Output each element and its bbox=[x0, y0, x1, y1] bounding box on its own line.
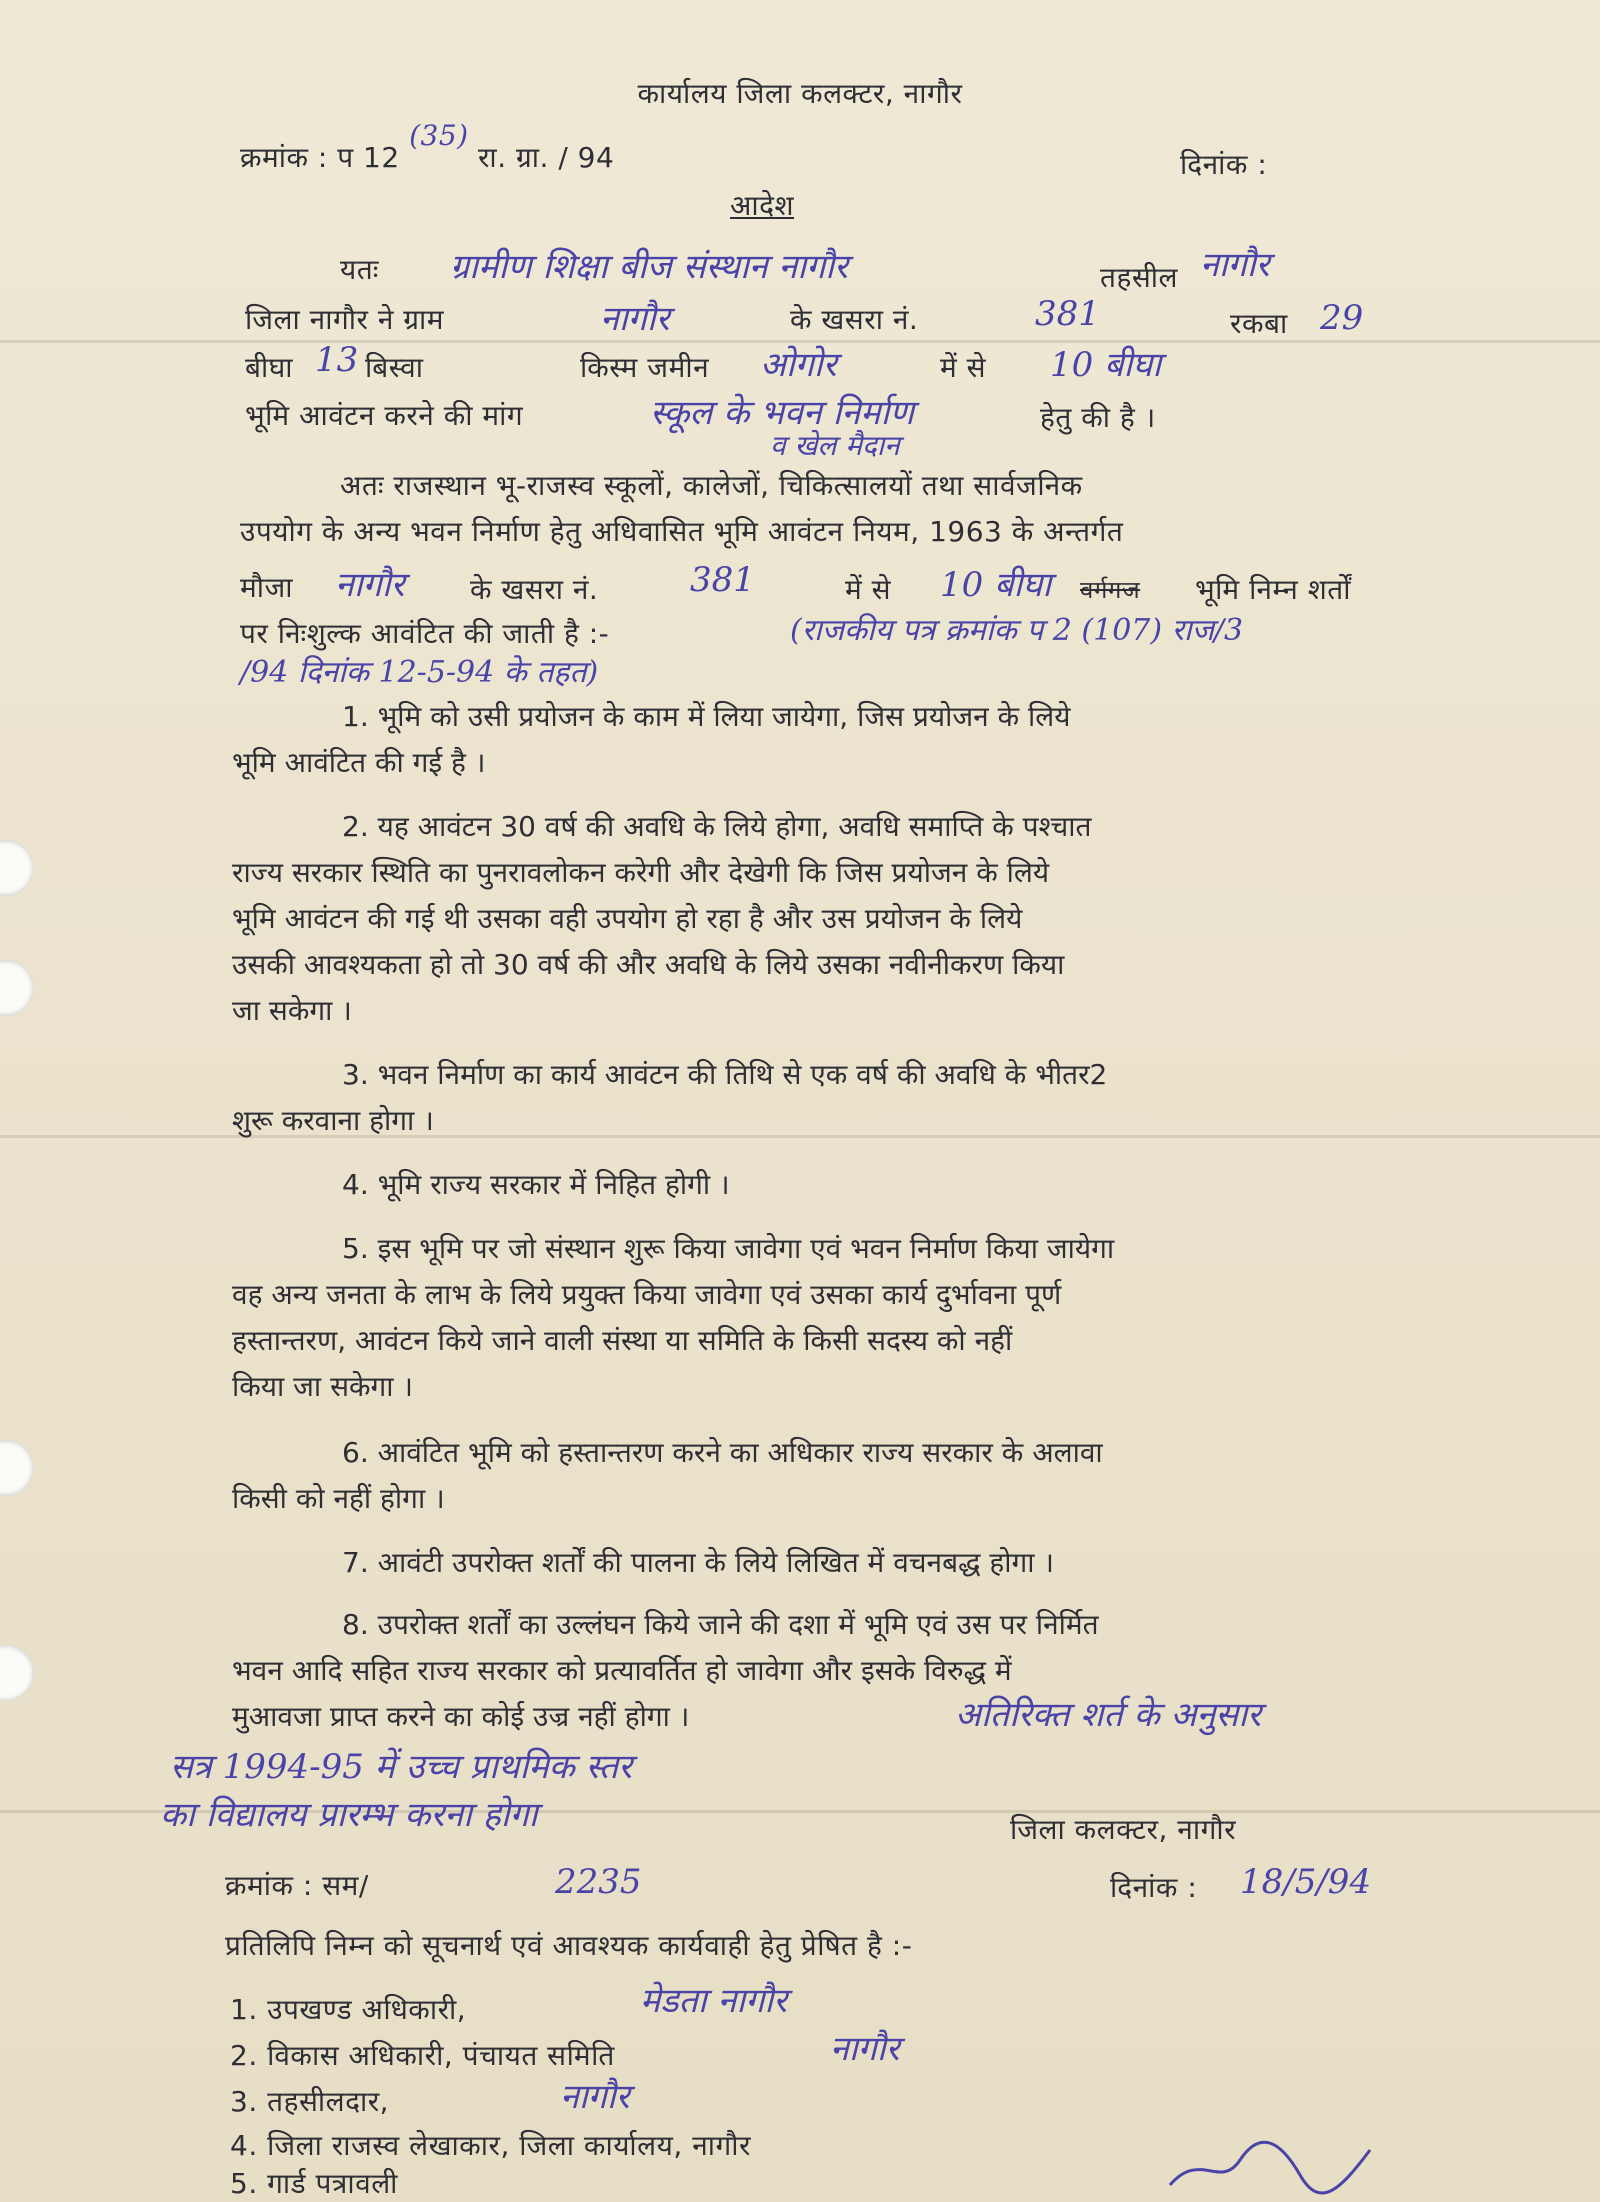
copy-date-handwritten: 18/5/94 bbox=[1240, 1862, 1372, 1902]
land-kind-handwritten: ओगोर bbox=[760, 345, 837, 385]
extra-condition-handwritten-3: का विद्यालय प्रारम्भ करना होगा bbox=[160, 1795, 538, 1835]
copy-item-4: 4. जिला राजस्व लेखाकार, जिला कार्यालय, नागौर bbox=[230, 2129, 751, 2162]
ref-handwritten: (35) bbox=[409, 119, 469, 152]
portion-handwritten: 10 बीघा bbox=[1050, 345, 1162, 385]
condition-3: 3. भवन निर्माण का कार्य आवंटन की तिथि से एक वर्ष की अवधि के भीतर2 शुरू करवाना होगा । bbox=[232, 1058, 1108, 1137]
reference-number bbox=[240, 119, 615, 178]
govt-letter-handwritten-2: /94 दिनांक 12-5-94 के तहत) bbox=[240, 655, 599, 690]
punch-hole bbox=[0, 840, 34, 896]
copy-ref-handwritten: 2235 bbox=[555, 1862, 642, 1902]
portion2-label: में से bbox=[845, 573, 892, 606]
copy-item-1: 1. उपखण्ड अधिकारी, bbox=[230, 1993, 467, 2026]
copy-ref-label: क्रमांक : सम/ bbox=[225, 1869, 369, 1902]
ref-tail: रा. ग्रा. / 94 bbox=[477, 141, 615, 174]
tehsil-handwritten: नागौर bbox=[1200, 245, 1270, 285]
punch-hole bbox=[0, 1645, 34, 1701]
order-title: आदेश bbox=[730, 189, 795, 222]
portion-label: में से bbox=[940, 351, 987, 384]
govt-letter-handwritten: (राजकीय पत्र क्रमांक प 2 (107) राज/3 bbox=[790, 613, 1244, 648]
condition-8: 8. उपरोक्त शर्तों का उल्लंघन किये जाने की दशा में भूमि एवं उस पर निर्मित भवन आदि सहित राज्य सरकार को प्रत्यावर्तित हो जावेगा और इसके विरुद्ध में मुआवजा प्राप्त करने का कोई उज्र नहीं होगा । bbox=[232, 1608, 1099, 1733]
khasra2-handwritten: 381 bbox=[690, 560, 755, 600]
copy-item-2-handwritten: नागौर bbox=[830, 2029, 900, 2069]
purpose-handwritten-2: व खेल मैदान bbox=[770, 429, 900, 462]
punch-hole bbox=[0, 1440, 34, 1496]
area-handwritten: 29 bbox=[1320, 298, 1364, 338]
extra-condition-handwritten-1: अतिरिक्त शर्त के अनुसार bbox=[955, 1695, 1262, 1735]
date-label: दिनांक : bbox=[1180, 148, 1268, 181]
signature-title: जिला कलक्टर, नागौर bbox=[1010, 1813, 1237, 1846]
bigha-label: बीघा bbox=[245, 351, 294, 384]
body-line-2: उपयोग के अन्य भवन निर्माण हेतु अधिवासित भूमि आवंटन नियम, 1963 के अन्तर्गत bbox=[240, 515, 1124, 548]
struck-unit: वर्गगज bbox=[1080, 576, 1141, 604]
khasra-label: के खसरा नं. bbox=[790, 303, 919, 336]
demand-label: भूमि आवंटन करने की मांग bbox=[245, 399, 524, 432]
condition-7: 7. आवंटी उपरोक्त शर्तों की पालना के लिये लिखित में वचनबद्ध होगा । bbox=[342, 1546, 1055, 1579]
copy-item-3-handwritten: नागौर bbox=[560, 2077, 630, 2117]
mauja-handwritten: नागौर bbox=[335, 565, 405, 605]
office-title: कार्यालय जिला कलक्टर, नागौर bbox=[637, 77, 963, 110]
applicant-handwritten: ग्रामीण शिक्षा बीज संस्थान नागौर bbox=[450, 247, 848, 287]
mauja-label: मौजा bbox=[240, 571, 294, 604]
biswa-handwritten: 13 bbox=[315, 340, 359, 380]
condition-1: 1. भूमि को उसी प्रयोजन के काम में लिया जायेगा, जिस प्रयोजन के लिये भूमि आवंटित की गई है । bbox=[232, 700, 1071, 779]
land-kind-label: किस्म जमीन bbox=[580, 351, 710, 384]
body-line-3-tail: भूमि निम्न शर्तों bbox=[1195, 573, 1352, 606]
condition-6: 6. आवंटित भूमि को हस्तान्तरण करने का अधिकार राज्य सरकार के अलावा किसी को नहीं होगा । bbox=[232, 1436, 1103, 1515]
yatah-label: यतः bbox=[340, 253, 379, 286]
tehsil-label: तहसील bbox=[1100, 261, 1178, 294]
village-handwritten: नागौर bbox=[600, 299, 670, 339]
body-line-1: अतः राजस्थान भू-राजस्व स्कूलों, कालेजों, चिकित्सालयों तथा सार्वजनिक bbox=[340, 469, 1083, 502]
condition-4: 4. भूमि राज्य सरकार में निहित होगी । bbox=[342, 1168, 730, 1201]
portion2-handwritten: 10 बीघा bbox=[940, 565, 1052, 605]
area-label: रकबा bbox=[1230, 307, 1288, 340]
condition-5: 5. इस भूमि पर जो संस्थान शुरू किया जावेगा एवं भवन निर्माण किया जायेगा वह अन्य जनता के लाभ के लिये प्रयुक्त किया जावेगा एवं उसका कार्य दुर्भावना पूर्ण हस्तान्तरण, आवंटन किये जाने वाली संस्था या समिति के किसी सदस्य को नहीं किया जा सकेगा । bbox=[232, 1232, 1115, 1403]
khasra2-label: के खसरा नं. bbox=[470, 573, 599, 606]
copy-item-2: 2. विकास अधिकारी, पंचायत समिति bbox=[230, 2039, 615, 2072]
extra-condition-handwritten-2: सत्र 1994-95 में उच्च प्राथमिक स्तर bbox=[170, 1747, 633, 1787]
copy-intro: प्रतिलिपि निम्न को सूचनार्थ एवं आवश्यक कार्यवाही हेतु प्रेषित है :- bbox=[225, 1929, 913, 1962]
punch-hole bbox=[0, 960, 34, 1016]
signature-scribble bbox=[1160, 2130, 1380, 2200]
ref-label: क्रमांक : प 12 bbox=[240, 141, 400, 174]
body-line-4: पर निःशुल्क आवंटित की जाती है :- bbox=[240, 617, 610, 650]
condition-2: 2. यह आवंटन 30 वर्ष की अवधि के लिये होगा, अवधि समाप्ति के पश्चात राज्य सरकार स्थिति का पुनरावलोकन करेगी और देखेगी कि जिस प्रयोजन के लिये भूमि आवंटन की गई थी उसका वही उपयोग हो रहा है और उस प्रयोजन के लिये उसकी आवश्यकता हो तो 30 वर्ष की और अवधि के लिये उसका नवीनीकरण किया जा सकेगा । bbox=[232, 810, 1092, 1027]
copy-item-5: 5. गार्ड पत्रावली bbox=[230, 2167, 398, 2200]
district-village-label: जिला नागौर ने ग्राम bbox=[245, 303, 445, 336]
copy-item-3: 3. तहसीलदार, bbox=[230, 2085, 390, 2118]
biswa-label: बिस्वा bbox=[365, 351, 424, 384]
copy-item-1-handwritten: मेडता नागौर bbox=[640, 1981, 788, 2021]
demand-tail: हेतु की है । bbox=[1040, 401, 1156, 434]
purpose-handwritten: स्कूल के भवन निर्माण bbox=[650, 393, 914, 433]
khasra-handwritten: 381 bbox=[1035, 294, 1100, 334]
copy-date-label: दिनांक : bbox=[1110, 1871, 1198, 1904]
